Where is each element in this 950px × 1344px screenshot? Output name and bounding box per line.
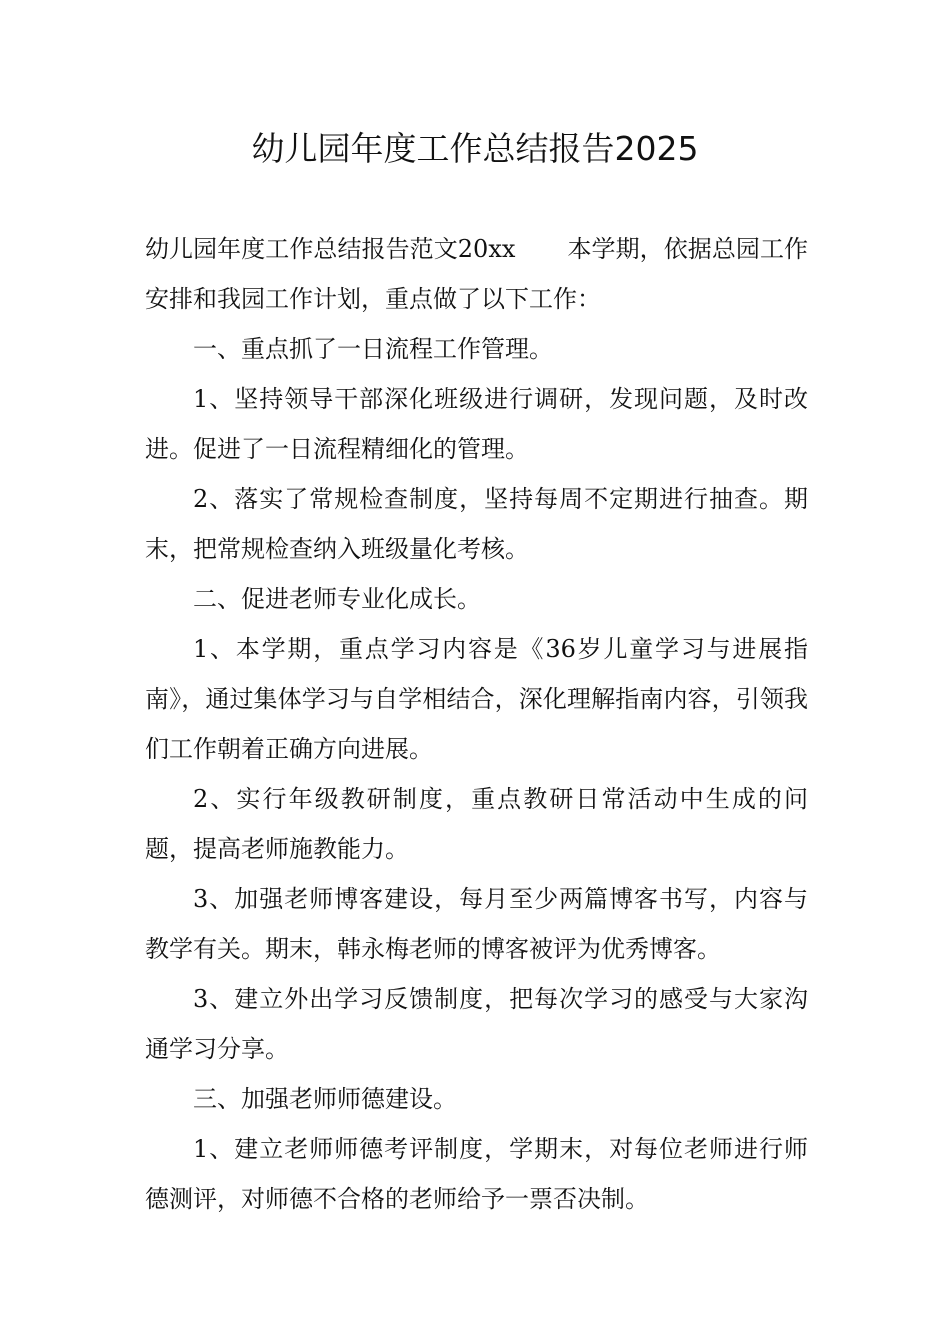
- body-paragraph: 2、实行年级教研制度，重点教研日常活动中生成的问题，提高老师施教能力。: [145, 785, 808, 863]
- body-paragraph: 2、落实了常规检查制度，坚持每周不定期进行抽查。期末，把常规检查纳入班级量化考核。: [145, 485, 808, 563]
- section-heading-2: 二、促进老师专业化成长。: [193, 585, 481, 613]
- section-heading-1: 一、重点抓了一日流程工作管理。: [193, 335, 553, 363]
- document-title: 幼儿园年度工作总结报告2025: [251, 129, 699, 168]
- body-paragraph: 1、坚持领导干部深化班级进行调研，发现问题，及时改进。促进了一日流程精细化的管理。: [145, 385, 808, 463]
- body-paragraph: 3、建立外出学习反馈制度，把每次学习的感受与大家沟通学习分享。: [145, 985, 808, 1063]
- body-paragraph: 1、建立老师师德考评制度，学期末，对每位老师进行师德测评，对师德不合格的老师给予一票否决制。: [145, 1135, 808, 1213]
- intro-rest: 本学期，依据总园工作安排和我园工作计划，重点做了以下工作：: [145, 235, 809, 313]
- body-paragraph: 3、加强老师博客建设，每月至少两篇博客书写，内容与教学有关。期末，韩永梅老师的博客被评为优秀博客。: [145, 885, 808, 963]
- intro-paragraph: [145, 224, 808, 324]
- document-body: [145, 224, 808, 1224]
- section-heading-3: 三、加强老师师德建设。: [193, 1085, 457, 1113]
- intro-lead: 幼儿园年度工作总结报告范文20xx: [145, 235, 516, 263]
- body-paragraph: 1、本学期，重点学习内容是《36岁儿童学习与进展指南》，通过集体学习与自学相结合，深化理解指南内容，引领我们工作朝着正确方向进展。: [145, 635, 808, 763]
